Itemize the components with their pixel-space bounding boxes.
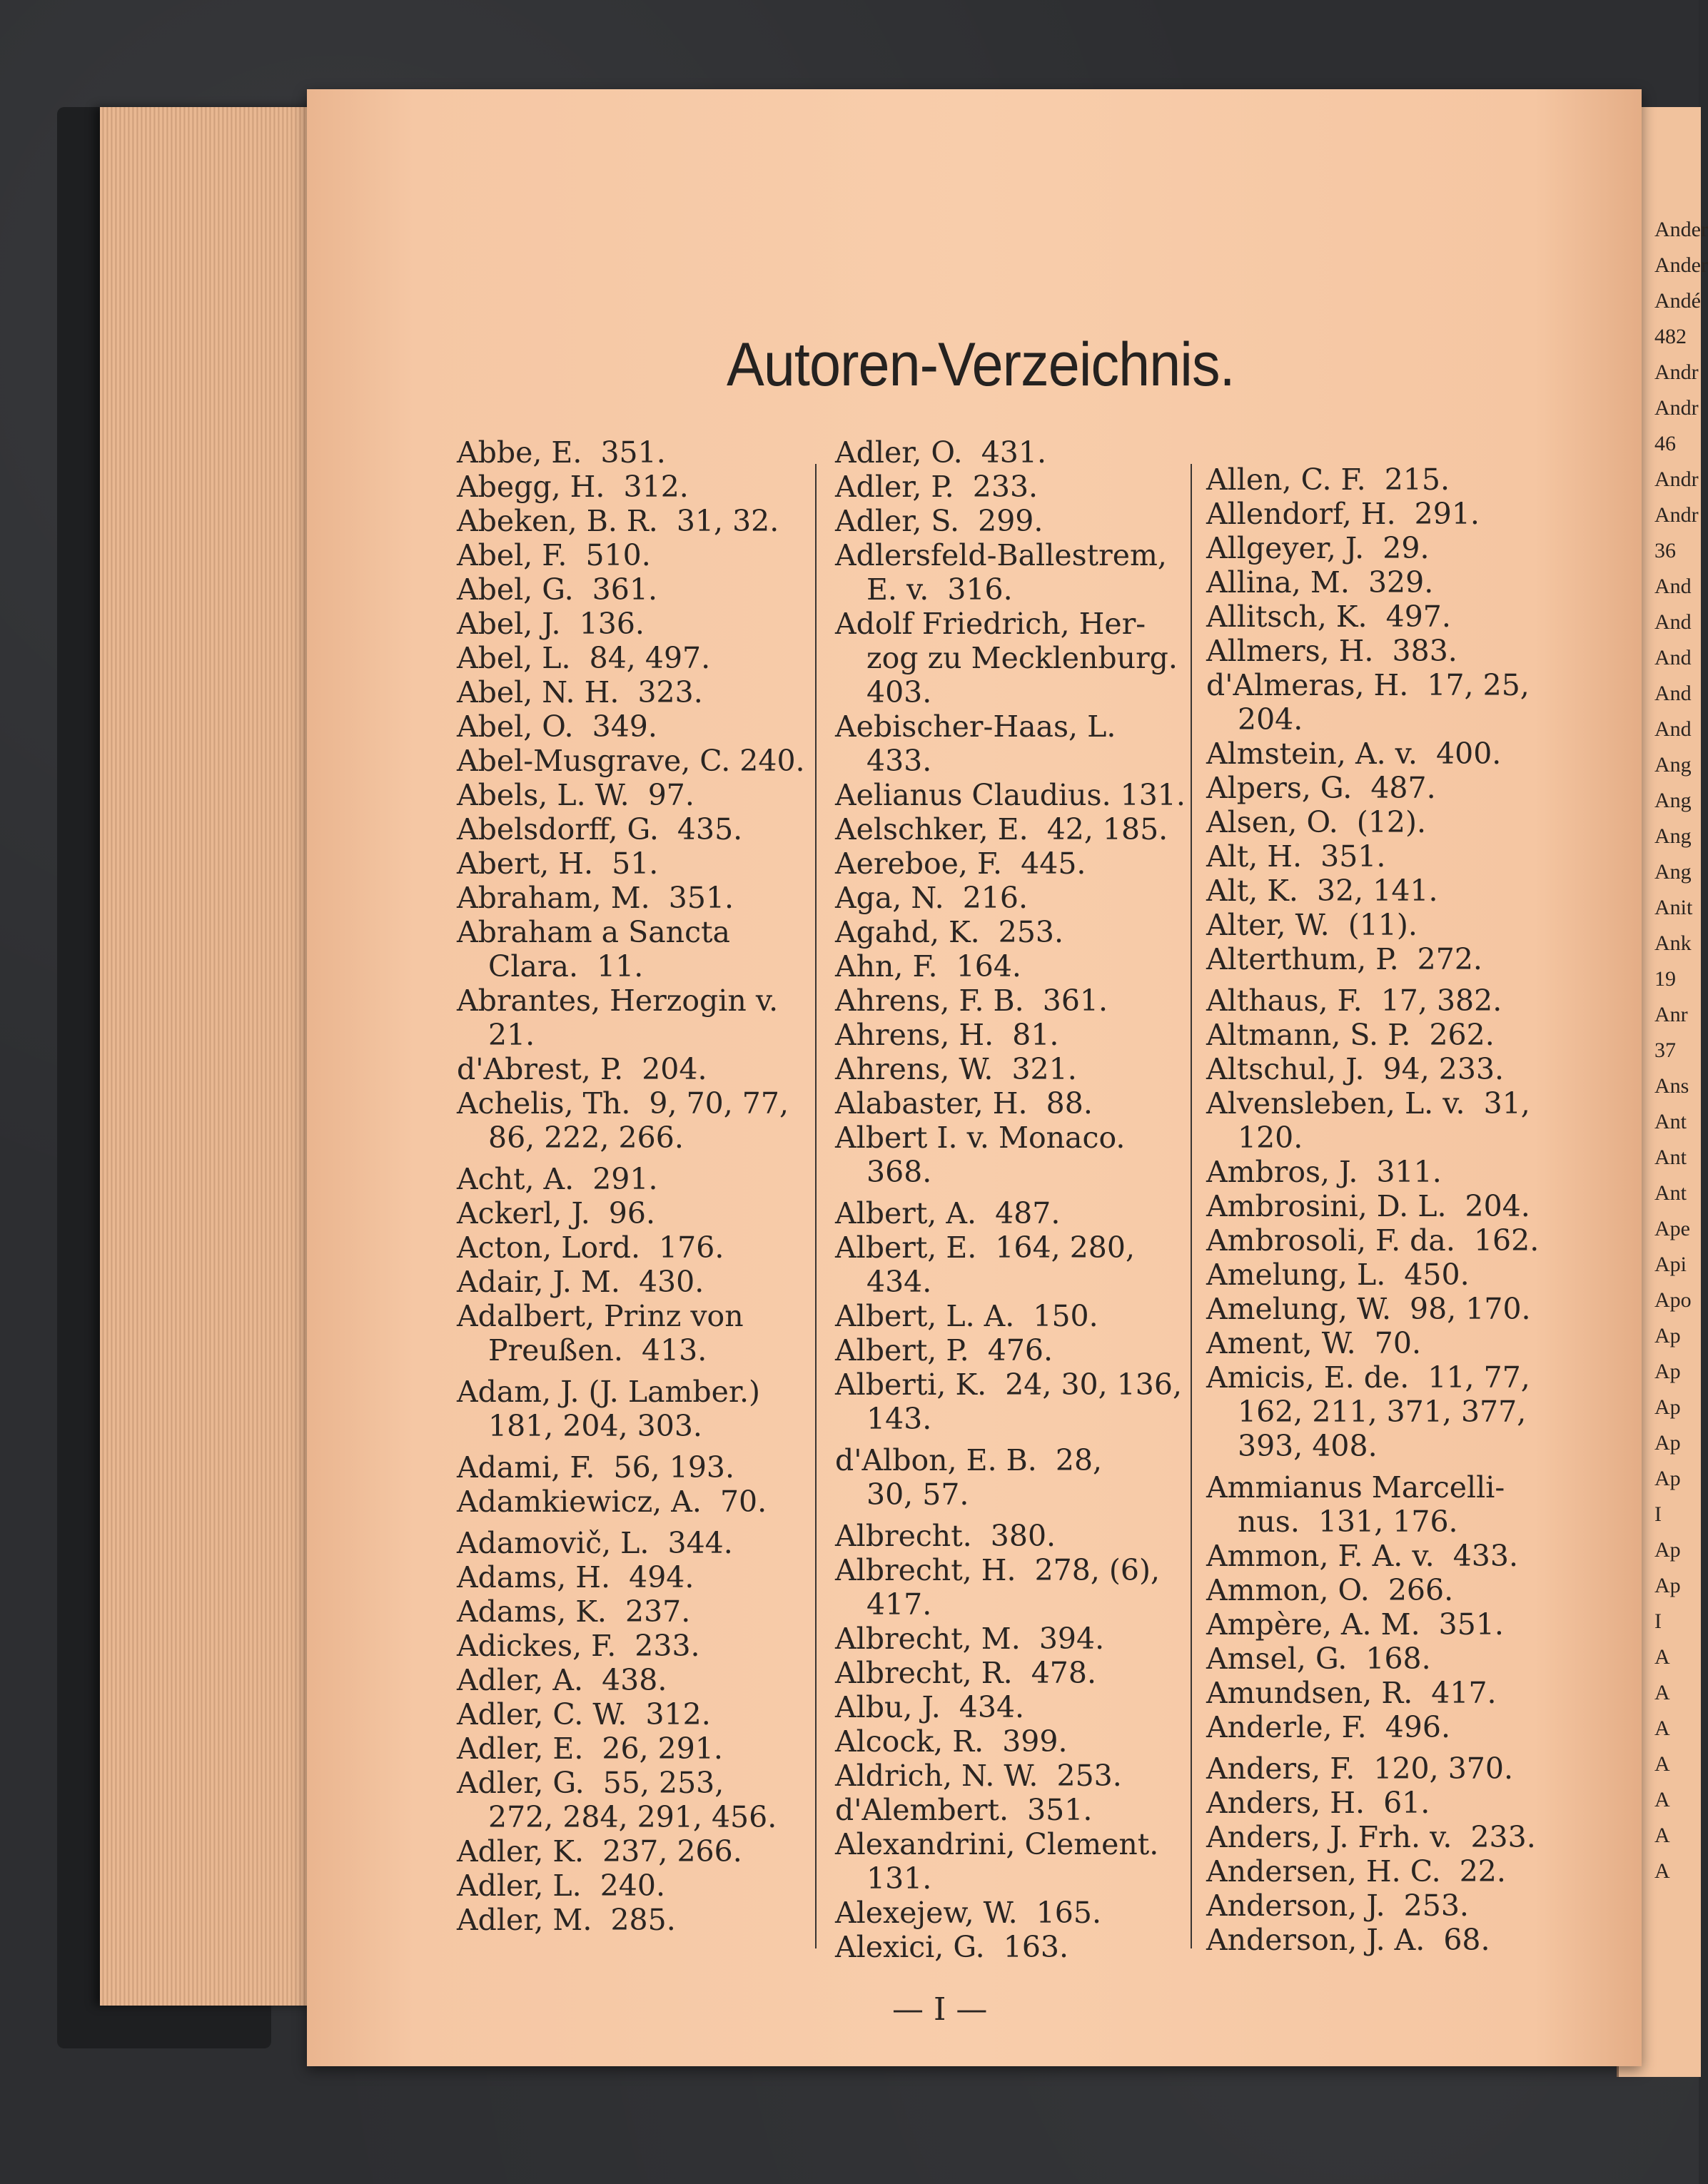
facing-page-fragment: Andr: [1654, 503, 1699, 527]
index-entry: Albu, J. 434.: [835, 1690, 1025, 1724]
facing-page-fragment: Ang: [1654, 753, 1692, 777]
index-entry: Ackerl, J. 96.: [457, 1196, 656, 1230]
index-entry: 30, 57.: [866, 1477, 969, 1512]
index-entry: Albert, E. 164, 280,: [835, 1230, 1136, 1265]
index-entry: Allgeyer, J. 29.: [1206, 531, 1430, 565]
index-entry: Alexici, G. 163.: [835, 1930, 1069, 1964]
index-entry: Adler, M. 285.: [457, 1903, 676, 1937]
facing-page-fragment: Ander: [1654, 218, 1708, 241]
index-entry: 181, 204, 303.: [488, 1409, 702, 1443]
facing-page-fragment: I: [1654, 1502, 1662, 1526]
entry-spacer: [1206, 976, 1539, 984]
facing-page-fragment: Api: [1654, 1253, 1687, 1276]
index-entry: Abegg, H. 312.: [457, 470, 689, 504]
index-entry: Abel, G. 361.: [457, 572, 657, 607]
index-entry: Abraham a Sancta: [457, 915, 730, 949]
index-entry: 433.: [866, 744, 932, 778]
index-entry: Ahn, F. 164.: [835, 949, 1021, 984]
entry-spacer: [835, 1189, 1186, 1196]
index-entry: Abeken, B. R. 31, 32.: [457, 504, 779, 538]
index-entry: Aga, N. 216.: [835, 881, 1029, 915]
index-entry: Allmers, H. 383.: [1206, 634, 1457, 668]
column-rule-2: [1191, 464, 1192, 1948]
index-entry: 120.: [1238, 1121, 1303, 1155]
index-entry: Ament, W. 70.: [1206, 1326, 1421, 1360]
facing-page-fragment: Ape: [1654, 1217, 1690, 1240]
index-entry: Albrecht, R. 478.: [835, 1656, 1096, 1690]
index-entry: Albrecht, H. 278, (6),: [835, 1553, 1161, 1587]
index-entry: Alter, W. (11).: [1206, 908, 1418, 942]
index-entry: Alexandrini, Clement.: [835, 1827, 1159, 1861]
index-entry: Alexejew, W. 165.: [835, 1896, 1102, 1930]
facing-page-fragment: Ap: [1654, 1395, 1681, 1419]
index-entry: Adler, K. 237, 266.: [457, 1834, 742, 1869]
entry-spacer: [457, 1155, 805, 1162]
index-entry: Acht, A. 291.: [457, 1162, 658, 1196]
index-entry: Abel, F. 510.: [457, 538, 651, 572]
index-column-2: [835, 435, 1186, 1964]
index-entry: Amicis, E. de. 11, 77,: [1206, 1360, 1530, 1395]
facing-page-fragment: Anit: [1654, 896, 1693, 919]
facing-page-fragment: Ap: [1654, 1574, 1681, 1597]
index-entry: Aelschker, E. 42, 185.: [835, 812, 1168, 846]
facing-page-fragment: Ant: [1654, 1110, 1687, 1133]
index-entry: Amsel, G. 168.: [1206, 1642, 1431, 1676]
entry-spacer: [835, 1436, 1186, 1443]
index-entry: Adam, J. (J. Lamber.): [457, 1375, 761, 1409]
index-entry: Alvensleben, L. v. 31,: [1206, 1086, 1530, 1121]
index-entry: Alabaster, H. 88.: [835, 1086, 1093, 1121]
index-entry: Allitsch, K. 497.: [1206, 600, 1451, 634]
index-entry: Abraham, M. 351.: [457, 881, 734, 915]
facing-page-fragment: And: [1654, 717, 1692, 741]
index-entry: 86, 222, 266.: [488, 1121, 684, 1155]
index-entry: Clara. 11.: [488, 949, 644, 984]
facing-page-fragment: A: [1654, 1788, 1670, 1811]
index-entry: Adler, S. 299.: [835, 504, 1044, 538]
facing-page-fragment: Ant: [1654, 1146, 1687, 1169]
index-entry: Ampère, A. M. 351.: [1206, 1607, 1504, 1642]
facing-page-fragment: Ans: [1654, 1074, 1689, 1098]
index-entry: Allen, C. F. 215.: [1206, 462, 1450, 497]
index-entry: 21.: [488, 1018, 535, 1052]
index-entry: Ambrosini, D. L. 204.: [1206, 1189, 1530, 1223]
index-entry: Abel-Musgrave, C. 240.: [457, 744, 805, 778]
index-entry: 434.: [866, 1265, 932, 1299]
index-entry: Agahd, K. 253.: [835, 915, 1064, 949]
index-entry: Ahrens, W. 321.: [835, 1052, 1077, 1086]
facing-page-fragment: A: [1654, 1752, 1670, 1776]
entry-spacer: [1206, 1463, 1539, 1470]
index-entry: nus. 131, 176.: [1238, 1505, 1458, 1539]
index-entry: d'Abrest, P. 204.: [457, 1052, 707, 1086]
facing-page-fragment: Andr: [1654, 396, 1699, 420]
index-entry: Adamovič, L. 344.: [457, 1526, 733, 1560]
index-entry: Ammon, F. A. v. 433.: [1206, 1539, 1519, 1573]
index-entry: Anderson, J. 253.: [1206, 1889, 1469, 1923]
index-entry: Aelianus Claudius. 131.: [835, 778, 1186, 812]
index-entry: Abert, H. 51.: [457, 846, 659, 881]
index-entry: Altmann, S. P. 262.: [1206, 1018, 1495, 1052]
index-entry: Adalbert, Prinz von: [457, 1299, 744, 1333]
index-entry: Acton, Lord. 176.: [457, 1230, 724, 1265]
facing-page-fragment: Andr: [1654, 360, 1699, 384]
index-entry: Abel, N. H. 323.: [457, 675, 703, 709]
index-entry: 417.: [866, 1587, 932, 1622]
index-entry: Achelis, Th. 9, 70, 77,: [457, 1086, 789, 1121]
column-rule-1: [815, 464, 817, 1948]
index-entry: Abel, J. 136.: [457, 607, 645, 641]
index-entry: Ambros, J. 311.: [1206, 1155, 1442, 1189]
facing-page-fragment: 482: [1654, 325, 1687, 348]
page-title: Autoren-Verzeichnis.: [727, 330, 1235, 399]
index-entry: Abrantes, Herzogin v.: [457, 984, 779, 1018]
index-entry: Althaus, F. 17, 382.: [1206, 984, 1502, 1018]
page-edges: [100, 107, 335, 2006]
index-entry: Amelung, W. 98, 170.: [1206, 1292, 1531, 1326]
index-entry: Adler, G. 55, 253,: [457, 1766, 724, 1800]
index-entry: 162, 211, 371, 377,: [1238, 1395, 1527, 1429]
index-entry: Adler, L. 240.: [457, 1869, 666, 1903]
index-entry: Alpers, G. 487.: [1206, 771, 1436, 805]
facing-page-fragment: Ang: [1654, 789, 1692, 812]
index-entry: Albrecht, M. 394.: [835, 1622, 1105, 1656]
index-entry: d'Alembert. 351.: [835, 1793, 1093, 1827]
entry-spacer: [457, 1519, 805, 1526]
index-entry: zog zu Mecklenburg.: [866, 641, 1178, 675]
index-entry: Ammianus Marcelli-: [1206, 1470, 1505, 1505]
index-entry: Abels, L. W. 97.: [457, 778, 694, 812]
index-entry: Adler, O. 431.: [835, 435, 1046, 470]
index-entry: Alt, H. 351.: [1206, 839, 1386, 874]
facing-page-fragment: A: [1654, 1859, 1670, 1883]
index-entry: E. v. 316.: [866, 572, 1013, 607]
index-entry: Allina, M. 329.: [1206, 565, 1434, 600]
index-entry: Amundsen, R. 417.: [1206, 1676, 1497, 1710]
facing-page-fragment: 19: [1654, 967, 1676, 991]
entry-spacer: [457, 1367, 805, 1375]
index-entry: Aldrich, N. W. 253.: [835, 1759, 1122, 1793]
index-entry: Albrecht. 380.: [835, 1519, 1056, 1553]
index-column-1: [457, 435, 805, 1937]
index-column-3: [1206, 462, 1539, 1957]
facing-page-fragment: A: [1654, 1717, 1670, 1740]
page-number: — I —: [892, 1991, 988, 2028]
index-entry: 143.: [866, 1402, 932, 1436]
index-entry: d'Almeras, H. 17, 25,: [1206, 668, 1530, 702]
index-entry: Adams, K. 237.: [457, 1594, 691, 1629]
index-entry: Albert, L. A. 150.: [835, 1299, 1098, 1333]
index-entry: Albert, P. 476.: [835, 1333, 1053, 1367]
entry-spacer: [1206, 1744, 1539, 1751]
index-entry: Abbe, E. 351.: [457, 435, 666, 470]
index-entry: Adler, C. W. 312.: [457, 1697, 711, 1731]
facing-page-fragment: A: [1654, 1645, 1670, 1669]
facing-page-fragment: Ap: [1654, 1431, 1681, 1455]
index-entry: d'Albon, E. B. 28,: [835, 1443, 1103, 1477]
index-entry: Almstein, A. v. 400.: [1206, 737, 1502, 771]
index-entry: Adami, F. 56, 193.: [457, 1450, 735, 1485]
index-entry: 393, 408.: [1238, 1429, 1378, 1463]
index-entry: Adamkiewicz, A. 70.: [457, 1485, 767, 1519]
index-entry: Abel, L. 84, 497.: [457, 641, 711, 675]
index-entry: 272, 284, 291, 456.: [488, 1800, 777, 1834]
facing-page-fragment: I: [1654, 1609, 1662, 1633]
facing-page-fragment: Ap: [1654, 1324, 1681, 1348]
facing-page-fragment: Ap: [1654, 1538, 1681, 1562]
index-entry: Adair, J. M. 430.: [457, 1265, 704, 1299]
index-entry: Ahrens, F. B. 361.: [835, 984, 1108, 1018]
index-entry: Altschul, J. 94, 233.: [1206, 1052, 1505, 1086]
facing-page-fragment: Ander: [1654, 253, 1708, 277]
index-entry: Alberti, K. 24, 30, 136,: [835, 1367, 1182, 1402]
facing-page-fragment: Ap: [1654, 1467, 1681, 1490]
index-entry: Adickes, F. 233.: [457, 1629, 700, 1663]
facing-page-fragment: Andr: [1654, 467, 1699, 491]
index-entry: Anders, H. 61.: [1206, 1786, 1430, 1820]
index-entry: Alsen, O. (12).: [1206, 805, 1427, 839]
facing-page-fragment: Ang: [1654, 824, 1692, 848]
facing-page-fragment: And: [1654, 610, 1692, 634]
facing-page-fragment: Ant: [1654, 1181, 1687, 1205]
index-entry: Alcock, R. 399.: [835, 1724, 1068, 1759]
index-entry: 204.: [1238, 702, 1303, 737]
index-entry: Adler, E. 26, 291.: [457, 1731, 723, 1766]
facing-page-fragment: And: [1654, 646, 1692, 669]
facing-page-fragment: 46: [1654, 432, 1676, 455]
index-entry: Alt, K. 32, 141.: [1206, 874, 1438, 908]
index-entry: Ahrens, H. 81.: [835, 1018, 1059, 1052]
index-entry: Adlersfeld-Ballestrem,: [835, 538, 1167, 572]
index-entry: Anderson, J. A. 68.: [1206, 1923, 1490, 1957]
index-entry: Allendorf, H. 291.: [1206, 497, 1480, 531]
index-entry: 131.: [866, 1861, 932, 1896]
entry-spacer: [457, 1443, 805, 1450]
facing-page-fragment: And: [1654, 682, 1692, 705]
index-entry: Adams, H. 494.: [457, 1560, 694, 1594]
index-entry: Anderle, F. 496.: [1206, 1710, 1451, 1744]
index-entry: Ambrosoli, F. da. 162.: [1206, 1223, 1540, 1258]
entry-spacer: [835, 1512, 1186, 1519]
index-entry: Andersen, H. C. 22.: [1206, 1854, 1506, 1889]
facing-page-fragment: Anr: [1654, 1003, 1688, 1026]
facing-page-fragment: And: [1654, 575, 1692, 598]
facing-page-fragment: 37: [1654, 1038, 1676, 1062]
facing-page-fragment: Ap: [1654, 1360, 1681, 1383]
index-entry: Preußen. 413.: [488, 1333, 707, 1367]
index-entry: Albert, A. 487.: [835, 1196, 1061, 1230]
facing-page-fragment: A: [1654, 1681, 1670, 1704]
index-entry: Alterthum, P. 272.: [1206, 942, 1482, 976]
index-entry: Ammon, O. 266.: [1206, 1573, 1454, 1607]
index-entry: Amelung, L. 450.: [1206, 1258, 1470, 1292]
index-entry: 368.: [866, 1155, 932, 1189]
index-entry: Abel, O. 349.: [457, 709, 657, 744]
index-entry: Aereboe, F. 445.: [835, 846, 1086, 881]
index-entry: Abelsdorff, G. 435.: [457, 812, 743, 846]
facing-page-fragment: A: [1654, 1824, 1670, 1847]
index-entry: Adler, A. 438.: [457, 1663, 667, 1697]
index-entry: 403.: [866, 675, 932, 709]
facing-page-fragment: Ank: [1654, 931, 1692, 955]
facing-page-fragment: Ang: [1654, 860, 1692, 884]
facing-page-fragment: 36: [1654, 539, 1676, 562]
index-entry: Anders, J. Frh. v. 233.: [1206, 1820, 1536, 1854]
index-entry: Adler, P. 233.: [835, 470, 1039, 504]
index-entry: Adolf Friedrich, Her-: [835, 607, 1146, 641]
index-entry: Anders, F. 120, 370.: [1206, 1751, 1513, 1786]
facing-page-fragment: Apo: [1654, 1288, 1692, 1312]
index-entry: Aebischer-Haas, L.: [835, 709, 1116, 744]
facing-page-fragment: Andé: [1654, 289, 1701, 313]
index-entry: Albert I. v. Monaco.: [835, 1121, 1126, 1155]
